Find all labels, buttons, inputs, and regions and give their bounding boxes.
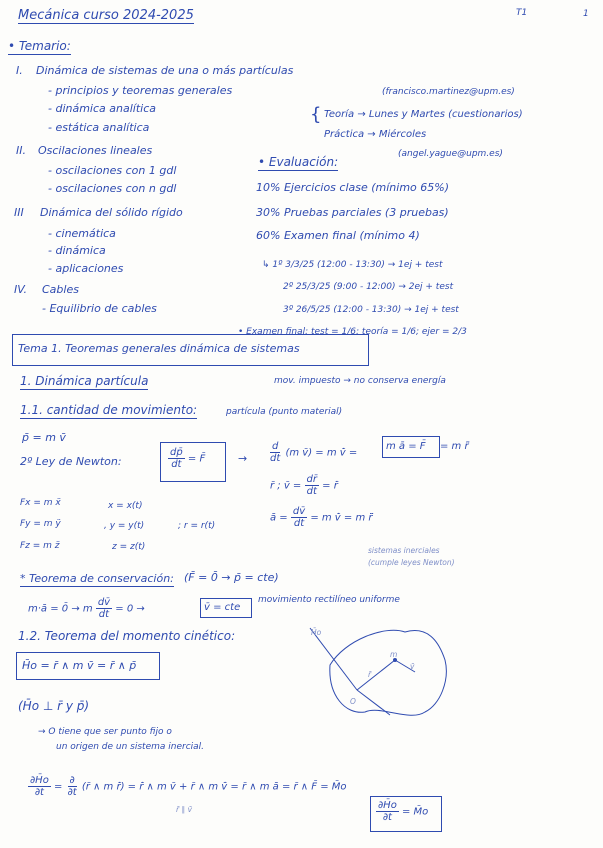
conservation-note: movimiento rectilíneo uniforme <box>258 595 400 605</box>
coord-x: x = x(t) <box>108 501 143 511</box>
final-box-den: ∂t <box>382 812 392 823</box>
momentum-definition: p̄ = m v̄ <box>22 431 66 444</box>
final-lhs-den: ∂t <box>34 787 44 798</box>
deriv-post: = m r̄̈ <box>440 441 469 452</box>
section-1-2-title: 1.2. Teorema del momento cinético: <box>18 629 236 643</box>
temario-roman-2: II. <box>16 144 26 157</box>
deriv-mid: (m v̄) = m v̄̇ = <box>285 447 358 459</box>
a-pre: ā = <box>270 512 288 524</box>
cons-den: dt <box>98 609 110 620</box>
final-op-den: ∂t <box>67 787 77 798</box>
final-mid: (r̄ ∧ m r̄̇) = r̄̇ ∧ m v̄ + r̄ ∧ m v̄̇ = r̄ ∧ m ā = r̄ ∧ F̄ = M̄o <box>81 781 347 793</box>
temario-sub-3-1: - cinemática <box>48 227 116 240</box>
prueba-1: ↳ 1º 3/3/25 (12:00 - 13:30) → 1ej + test <box>262 260 443 270</box>
temario-sub-1-1: - principios y teoremas generales <box>48 84 233 97</box>
r-of-t: ; r = r(t) <box>178 521 216 531</box>
newton-rhs: = F̄ <box>187 453 206 465</box>
body-outline <box>330 630 446 715</box>
fig-label-m: m <box>390 650 398 659</box>
final-op-num: ∂ <box>69 775 75 786</box>
newton-label: 2º Ley de Newton: <box>20 455 122 468</box>
final-box-num: ∂H̄o <box>378 800 397 811</box>
temario-sub-3-3: - aplicaciones <box>48 262 124 275</box>
rv-line: r̄ ; v̄ = <box>270 480 302 492</box>
side-note-1: sistemas inerciales <box>368 546 440 555</box>
section-1-1-note: partícula (punto material) <box>226 407 343 417</box>
conservation-box-text: v̄ = cte <box>204 602 241 613</box>
fig-label-o: O <box>350 697 356 706</box>
email-practica: (angel.yague@upm.es) <box>398 149 503 159</box>
temario-item-4: Cables <box>42 283 79 296</box>
a-den: dt <box>293 518 305 529</box>
o-note-2: un origen de un sistema inercial. <box>56 742 205 752</box>
email-teoria: (francisco.martinez@upm.es) <box>382 87 515 97</box>
prueba-2: 2º 25/3/25 (9:00 - 12:00) → 2ej + test <box>283 282 454 292</box>
temario-sub-2-2: - oscilaciones con n gdl <box>48 182 177 195</box>
eval-line-1: 10% Ejercicios clase (mínimo 65%) <box>256 181 450 194</box>
corner-mark: 1 <box>583 9 589 19</box>
rv-post: = r̄̇ <box>322 480 338 492</box>
temario-heading: • Temario: <box>8 39 71 53</box>
page-mark: T1 <box>516 8 528 18</box>
o-note-1: → O tiene que ser punto fijo o <box>38 727 172 737</box>
page-title: Mecánica curso 2024-2025 <box>18 8 194 23</box>
coord-y: , y = y(t) <box>104 521 145 531</box>
force-x: Fx = m ẍ <box>20 498 61 508</box>
schedule-practica: Práctica → Miércoles <box>324 129 427 140</box>
final-lhs-num: ∂H̄o <box>30 775 49 786</box>
temario-sub-4-1: - Equilibrio de cables <box>42 302 157 315</box>
fig-label-v: v̄ <box>410 662 415 671</box>
newton-num: dp̄ <box>170 447 183 458</box>
deriv-arrow: → <box>238 452 248 465</box>
eval-line-2: 30% Pruebas parciales (3 pruebas) <box>256 206 449 219</box>
temario-item-2: Oscilaciones lineales <box>38 144 153 157</box>
deriv-den: dt <box>270 453 281 464</box>
cons-num: dv̄ <box>97 597 111 608</box>
section-1-title: 1. Dinámica partícula <box>20 374 149 388</box>
eval-line-3: 60% Examen final (mínimo 4) <box>256 229 420 242</box>
temario-sub-3-2: - dinámica <box>48 244 106 257</box>
coord-z: z = z(t) <box>112 542 146 552</box>
examen-final: • Examen final: test = 1/6; teoría = 1/6; ejer = 2/3 <box>238 327 467 337</box>
fig-label-h: H̄o <box>311 628 322 637</box>
h-definition: H̄o = r̄ ∧ m v̄ = r̄ ∧ p̄ <box>22 659 137 672</box>
temario-item-3: Dinámica del sólido rígido <box>40 206 183 219</box>
final-box-equation <box>376 800 428 823</box>
final-note: r̄ ∥ v̄ <box>176 805 193 814</box>
prueba-3: 3º 26/5/25 (12:00 - 13:30) → 1ej + test <box>283 305 459 315</box>
temario-roman-3: III <box>14 206 24 219</box>
temario-sub-1-3: - estática analítica <box>48 121 150 134</box>
final-box-rhs: = M̄o <box>402 806 429 818</box>
temario-sub-2-1: - oscilaciones con 1 gdl <box>48 164 177 177</box>
side-note-2: (cumple leyes Newton) <box>368 558 455 567</box>
a-post: = m v̄̇ = m r̄̈ <box>310 512 373 524</box>
temario-sub-1-2: - dinámica analítica <box>48 102 156 115</box>
temario-roman-4: IV. <box>14 283 28 296</box>
evaluacion-heading: • Evaluación: <box>258 155 339 169</box>
final-eq1: = <box>54 781 63 793</box>
schedule-brace: { <box>310 104 322 125</box>
deriv-box-text: m ā = F̄ <box>386 441 426 452</box>
section-1-1-title: 1.1. cantidad de movimiento: <box>20 403 198 417</box>
rv-den: dt <box>306 486 317 497</box>
cons-eq: m·ā = 0̄ → m <box>28 603 93 615</box>
force-z: Fz = m z̈ <box>20 541 60 551</box>
rv-num: dr̄ <box>306 474 317 485</box>
conservation-title: * Teorema de conservación: <box>20 572 174 585</box>
r-vector <box>357 660 395 690</box>
h-perpendicular: (H̄o ⊥ r̄ y p̄) <box>18 699 90 713</box>
tema1-title: Tema 1. Teoremas generales dinámica de sistemas <box>18 342 300 355</box>
temario-roman-1: I. <box>16 64 23 77</box>
schedule-teoria: Teoría → Lunes y Martes (cuestionarios) <box>324 109 523 120</box>
deriv-pre: d <box>271 441 279 452</box>
conservation-condition: (F̄ = 0̄ → p̄ = cte) <box>184 571 279 584</box>
cons-mid: = 0 → <box>115 603 145 615</box>
final-equation <box>28 775 347 798</box>
temario-item-1: Dinámica de sistemas de una o más partículas <box>36 64 294 77</box>
axis-line <box>357 690 390 715</box>
section-1-note: mov. impuesto → no conserva energía <box>274 376 446 386</box>
force-y: Fy = m ÿ <box>20 519 61 529</box>
fig-label-r: r̄ <box>368 670 372 679</box>
newton-den: dt <box>171 459 182 470</box>
a-num: dv̄ <box>292 506 306 517</box>
